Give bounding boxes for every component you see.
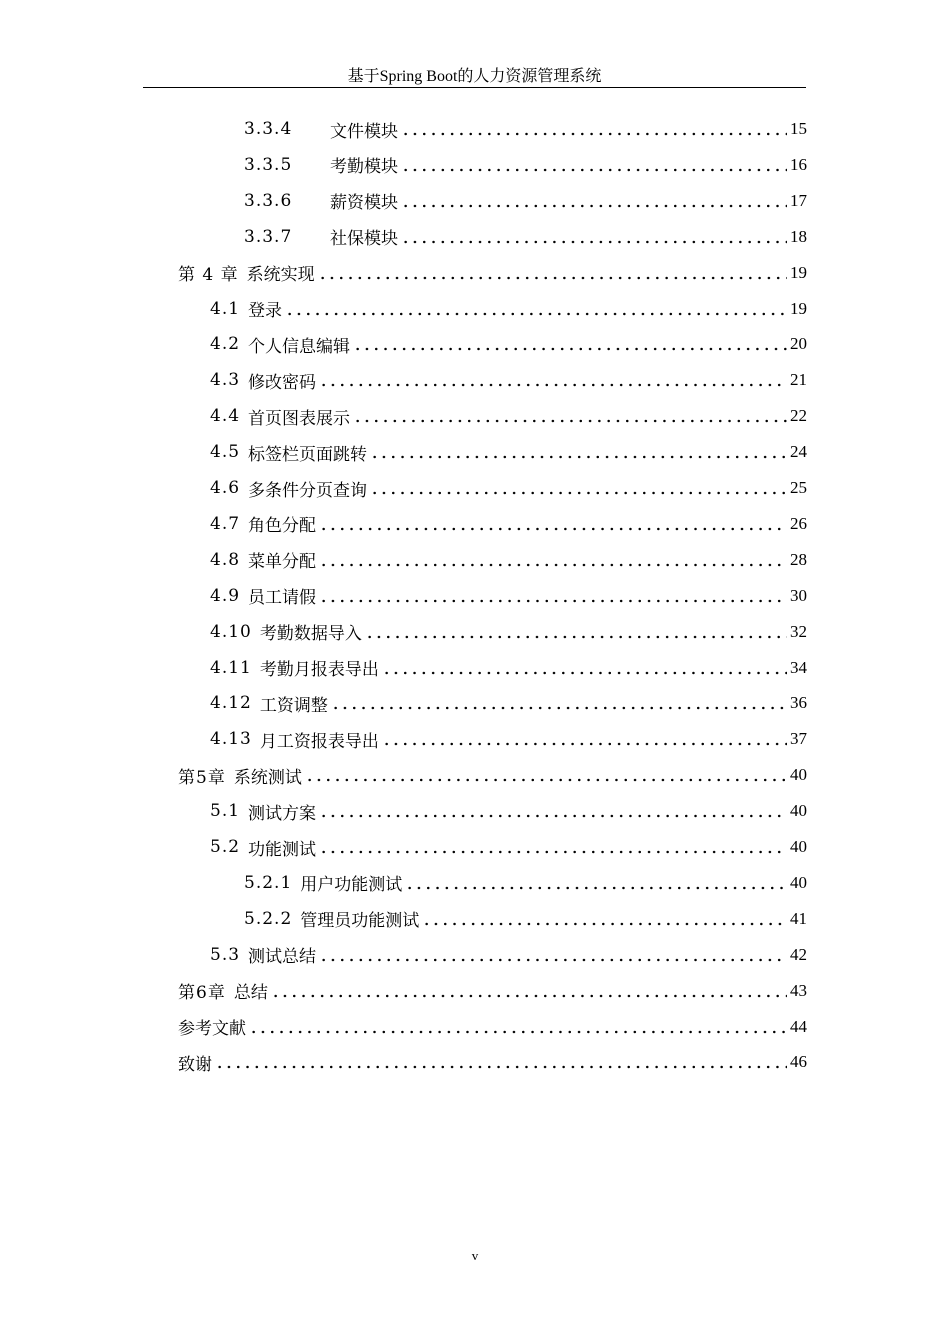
toc-entry-title: 管理员功能测试 <box>300 911 420 932</box>
dot-leader <box>319 373 787 387</box>
toc-entry[interactable] <box>210 578 807 614</box>
dot-leader <box>405 876 787 890</box>
dot-leader <box>353 409 787 423</box>
toc-entry[interactable] <box>210 937 807 973</box>
toc-entry[interactable] <box>210 542 807 578</box>
toc-entry-page: 20 <box>790 334 807 354</box>
toc-entry-number: 5.1 <box>210 801 241 822</box>
dot-leader <box>318 266 787 280</box>
dot-leader <box>401 194 787 208</box>
toc-entry-number: 4.6 <box>210 478 241 498</box>
toc-entry[interactable] <box>210 650 807 686</box>
toc-entry[interactable] <box>210 721 807 757</box>
toc-entry-title: 修改密码 <box>248 372 317 393</box>
toc-entry[interactable] <box>178 973 807 1009</box>
toc-entry-page: 32 <box>790 621 807 641</box>
dot-leader <box>285 302 787 316</box>
toc-entry-number: 5.2.2 <box>244 908 293 929</box>
toc-entry-number: 4.1 <box>210 298 241 319</box>
toc-entry-page: 18 <box>790 226 807 246</box>
toc-entry-title: 多条件分页查询 <box>248 480 368 501</box>
toc-entry[interactable] <box>210 506 807 542</box>
toc-entry-title: 首页图表展示 <box>248 408 351 429</box>
toc-entry-number: 3.3.6 <box>244 190 293 211</box>
toc-entry-number: 4.4 <box>210 406 241 427</box>
toc-entry-page: 19 <box>790 298 807 318</box>
toc-entry-title: 致谢 <box>178 1054 212 1075</box>
toc-entry-page: 19 <box>790 262 807 282</box>
toc-entry-title: 考勤数据导入 <box>259 624 362 645</box>
dot-leader <box>249 1020 787 1034</box>
toc-entry-title: 个人信息编辑 <box>248 336 351 357</box>
toc-entry-number: 第6章 <box>178 983 226 1004</box>
dot-leader <box>401 158 787 172</box>
toc-entry-page: 26 <box>790 513 807 533</box>
toc-entry-page: 34 <box>790 657 807 677</box>
dot-leader <box>215 1055 787 1069</box>
toc-entry-page: 15 <box>790 119 807 138</box>
toc-entry-title: 角色分配 <box>248 516 317 537</box>
toc-entry-page: 22 <box>790 406 807 426</box>
toc-entry-title: 标签栏页面跳转 <box>248 444 368 465</box>
toc-entry-title: 用户功能测试 <box>300 875 403 896</box>
header-rule <box>143 87 806 88</box>
toc-entry-number: 4.12 <box>210 693 252 714</box>
dot-leader <box>353 337 787 351</box>
toc-entry-number: 3.3.7 <box>244 226 293 247</box>
toc-entry-number: 3.3.4 <box>244 119 293 139</box>
toc-entry-title: 员工请假 <box>248 588 317 609</box>
toc-entry-page: 43 <box>790 980 807 1000</box>
toc-entry-page: 25 <box>790 478 807 497</box>
toc-entry[interactable] <box>210 829 807 865</box>
toc-entry-title: 功能测试 <box>248 839 317 860</box>
toc-entry-number: 4.8 <box>210 549 241 570</box>
toc-entry-title: 社保模块 <box>330 229 398 250</box>
toc-entry-title: 薪资模块 <box>330 193 398 214</box>
dot-leader <box>319 804 787 818</box>
toc-entry-number: 3.3.5 <box>244 154 293 175</box>
page-number: v <box>471 1248 479 1263</box>
toc-entry[interactable] <box>210 326 807 362</box>
toc-entry-title: 考勤月报表导出 <box>259 660 379 680</box>
toc-entry-page: 17 <box>790 190 807 210</box>
dot-leader <box>271 984 787 998</box>
toc-entry-title: 总结 <box>233 983 268 1004</box>
toc-entry-title: 测试总结 <box>248 947 317 968</box>
toc-entry-title: 参考文献 <box>178 1019 246 1039</box>
toc-entry-page: 41 <box>790 908 807 928</box>
toc-entry-number: 4.13 <box>210 729 252 750</box>
toc-entry-title: 系统测试 <box>233 767 302 788</box>
toc-entry-title: 月工资报表导出 <box>259 731 379 752</box>
dot-leader <box>370 445 787 459</box>
toc-entry-page: 28 <box>790 549 807 569</box>
dot-leader <box>319 517 787 531</box>
toc-entry[interactable] <box>210 614 807 650</box>
toc-entry-title: 登录 <box>248 301 283 321</box>
dot-leader <box>422 912 787 926</box>
dot-leader <box>319 553 787 567</box>
toc-entry-title: 工资调整 <box>259 695 328 716</box>
running-header: 基于Spring Boot的人力资源管理系统 <box>347 68 602 85</box>
dot-leader <box>319 840 787 854</box>
toc-entry-page: 30 <box>790 585 807 605</box>
toc-entry[interactable] <box>178 1044 807 1080</box>
toc-entry-number: 4.3 <box>210 370 241 391</box>
toc-entry[interactable] <box>244 865 807 901</box>
dot-leader <box>319 948 787 962</box>
toc-entry[interactable] <box>210 793 807 829</box>
toc-entry-page: 40 <box>790 765 807 785</box>
toc-entry-page: 44 <box>790 1016 807 1036</box>
toc-entry-number: 5.2 <box>210 837 241 857</box>
dot-leader <box>331 696 787 710</box>
toc-entry[interactable] <box>244 901 807 937</box>
toc-entry-title: 文件模块 <box>330 121 398 142</box>
toc-entry-number: 5.3 <box>210 944 241 965</box>
toc-entry[interactable] <box>178 1009 807 1045</box>
toc-entry-title: 测试方案 <box>248 803 317 824</box>
toc-entry-page: 16 <box>790 154 807 174</box>
toc-entry-page: 36 <box>790 693 807 713</box>
toc-entry[interactable] <box>210 470 807 506</box>
toc-entry[interactable] <box>210 291 807 327</box>
toc-entry[interactable] <box>210 685 807 721</box>
toc-entry[interactable] <box>244 147 807 183</box>
toc-entry-page: 21 <box>790 370 807 390</box>
toc-entry-number: 第5章 <box>178 767 226 788</box>
toc-entry-title: 考勤模块 <box>330 157 398 178</box>
toc-entry-number: 第 4 章 <box>178 265 239 286</box>
dot-leader <box>319 589 787 603</box>
dot-leader <box>382 732 787 746</box>
toc-entry[interactable] <box>178 255 807 291</box>
toc-entry[interactable] <box>244 183 807 219</box>
dot-leader <box>370 481 787 495</box>
toc-entry-page: 40 <box>790 801 807 821</box>
toc-entry-title: 系统实现 <box>246 265 315 286</box>
dot-leader <box>365 625 787 639</box>
toc-entry-number: 4.5 <box>210 442 241 463</box>
toc-entry-number: 4.11 <box>210 657 252 678</box>
toc-entry-title: 菜单分配 <box>248 552 317 573</box>
toc-entry-number: 5.2.1 <box>244 872 293 893</box>
toc-entry-number: 4.2 <box>210 334 241 355</box>
dot-leader <box>401 122 787 136</box>
toc-entry[interactable] <box>210 434 807 470</box>
dot-leader <box>401 230 787 244</box>
toc-entry[interactable] <box>244 219 807 255</box>
toc-entry-page: 46 <box>790 1052 807 1072</box>
toc-entry-number: 4.7 <box>210 513 241 534</box>
toc-entry[interactable] <box>244 111 807 147</box>
toc-entry-page: 40 <box>790 872 807 892</box>
toc-entry-page: 42 <box>790 944 807 964</box>
dot-leader <box>382 661 787 675</box>
toc-entry-page: 40 <box>790 837 807 856</box>
toc-entry-number: 4.9 <box>210 585 241 606</box>
toc-entry-number: 4.10 <box>210 621 252 642</box>
toc-entry-page: 37 <box>790 729 807 749</box>
toc-entry[interactable] <box>210 362 807 398</box>
toc-entry[interactable] <box>178 757 807 793</box>
toc-entry-page: 24 <box>790 442 807 462</box>
dot-leader <box>305 768 787 782</box>
toc-entry[interactable] <box>210 398 807 434</box>
